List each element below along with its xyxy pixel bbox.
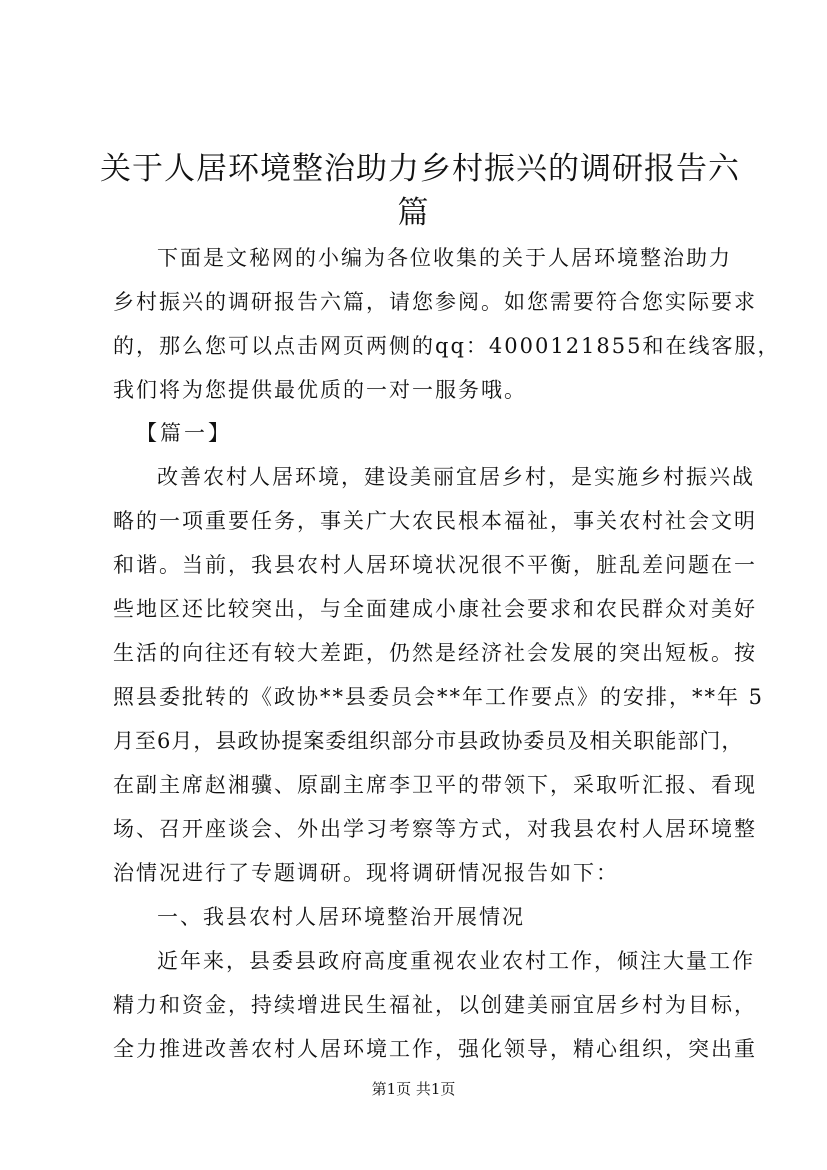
page-footer: 第1页 共1页 [371,1080,456,1098]
paragraph-line: 改善农村人居环境，建设美丽宜居乡村，是实施乡村振兴战 [157,465,755,489]
paragraph-line: 照县委批转的《政协**县委员会**年工作要点》的安排，**年 5 [113,685,765,709]
paragraph-line: 在副主席赵湘骥、原副主席李卫平的带领下，采取听汇报、看现 [113,773,757,797]
paragraph-line: 全力推进改善农村人居环境工作，强化领导，精心组织，突出重 [113,1037,757,1061]
paragraph-line: 些地区还比较突出，与全面建成小康社会要求和农民群众对美好 [113,597,757,621]
document-title-line-1: 关于人居环境整治助力乡村振兴的调研报告六 [100,151,740,187]
paragraph-line: 生活的向往还有较大差距，仍然是经济社会发展的突出短板。按 [113,641,757,665]
section-heading: 一、我县农村人居环境整治开展情况 [157,905,525,929]
paragraph-line: 略的一项重要任务，事关广大农民根本福祉，事关农村社会文明 [113,509,757,533]
document-title-line-2: 篇 [397,195,430,231]
intro-line: 我们将为您提供最优质的一对一服务哦。 [113,378,527,402]
paragraph-line: 治情况进行了专题调研。现将调研情况报告如下： [113,861,619,885]
intro-line: 的，那么您可以点击网页两侧的qq：4000121855和在线客服， [113,334,781,358]
paragraph-line: 和谐。当前，我县农村人居环境状况很不平衡，脏乱差问题在一 [113,553,757,577]
paragraph-line: 近年来，县委县政府高度重视农业农村工作，倾注大量工作 [157,949,755,973]
paragraph-line: 月至6月，县政协提案委组织部分市县政协委员及相关职能部门， [113,729,744,753]
section-label: 【篇一】 [136,421,232,445]
paragraph-line: 场、召开座谈会、外出学习考察等方式，对我县农村人居环境整 [113,817,757,841]
intro-line: 乡村振兴的调研报告六篇，请您参阅。如您需要符合您实际要求 [113,290,757,314]
paragraph-line: 精力和资金，持续增进民生福祉，以创建美丽宜居乡村为目标， [113,993,757,1017]
intro-line: 下面是文秘网的小编为各位收集的关于人居环境整治助力 [157,246,732,270]
